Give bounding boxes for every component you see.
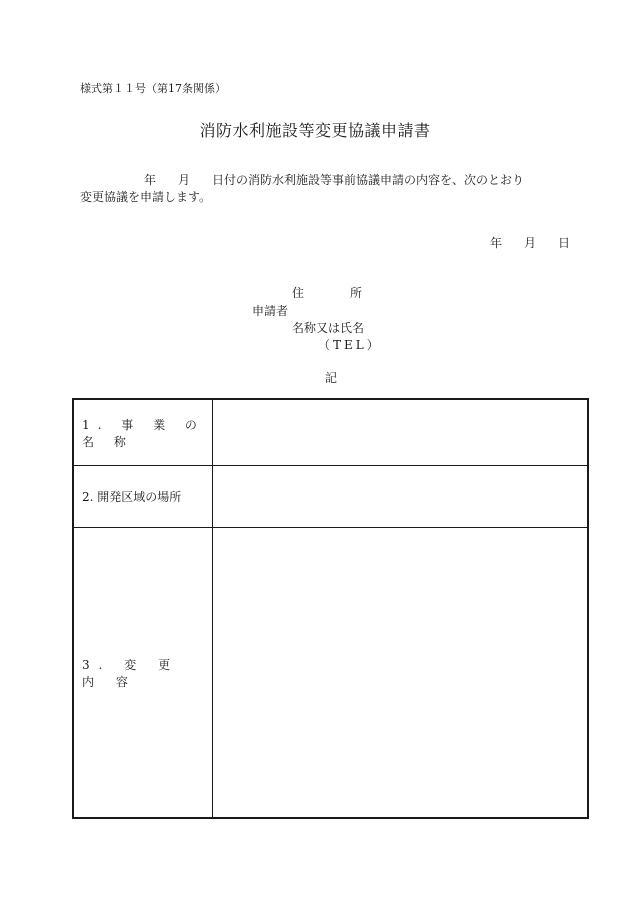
- table-row-business-name: [74, 400, 587, 466]
- intro-year: 年: [144, 173, 157, 187]
- table-row-development-area: [74, 466, 587, 528]
- business-name-label: 1. 事 業 の 名 称: [82, 417, 205, 449]
- date-year: 年: [489, 236, 502, 250]
- change-details-value-cell[interactable]: [213, 528, 587, 817]
- business-name-label-cell: [74, 400, 213, 465]
- tel-label: （TEL）: [318, 338, 382, 352]
- document-title: 消防水利施設等変更協議申請書: [199, 121, 431, 140]
- development-area-label-cell: [74, 466, 213, 527]
- date-day: 日: [557, 236, 570, 250]
- development-area-value-cell[interactable]: [213, 466, 587, 527]
- development-area-label: 2. 開発区域の場所: [82, 490, 182, 504]
- change-details-label-cell: [74, 528, 213, 817]
- form-number: 様式第１１号（第17条関係）: [80, 82, 226, 95]
- date-month: 月: [523, 236, 536, 250]
- table-row-change-details: [74, 528, 587, 817]
- business-name-value-cell[interactable]: [213, 400, 587, 465]
- intro-month: 月: [178, 173, 191, 187]
- intro-text-1: 日付の消防水利施設等事前協議申請の内容を、次のとおり: [212, 173, 525, 187]
- ki-text: 記: [324, 371, 337, 385]
- details-table: [72, 398, 589, 819]
- intro-line-2: 変更協議を申請します。: [80, 190, 212, 204]
- intro-line-1: [80, 171, 524, 188]
- address-label-part1: 住: [292, 286, 305, 300]
- address-label: [292, 284, 362, 301]
- change-details-label: 3. 変 更 内 容: [82, 657, 180, 689]
- name-label: 名称又は氏名: [292, 321, 365, 335]
- application-date: [490, 234, 570, 251]
- ki-heading: [0, 369, 630, 386]
- applicant-label: 申請者: [252, 304, 289, 318]
- address-label-part2: 所: [350, 286, 363, 300]
